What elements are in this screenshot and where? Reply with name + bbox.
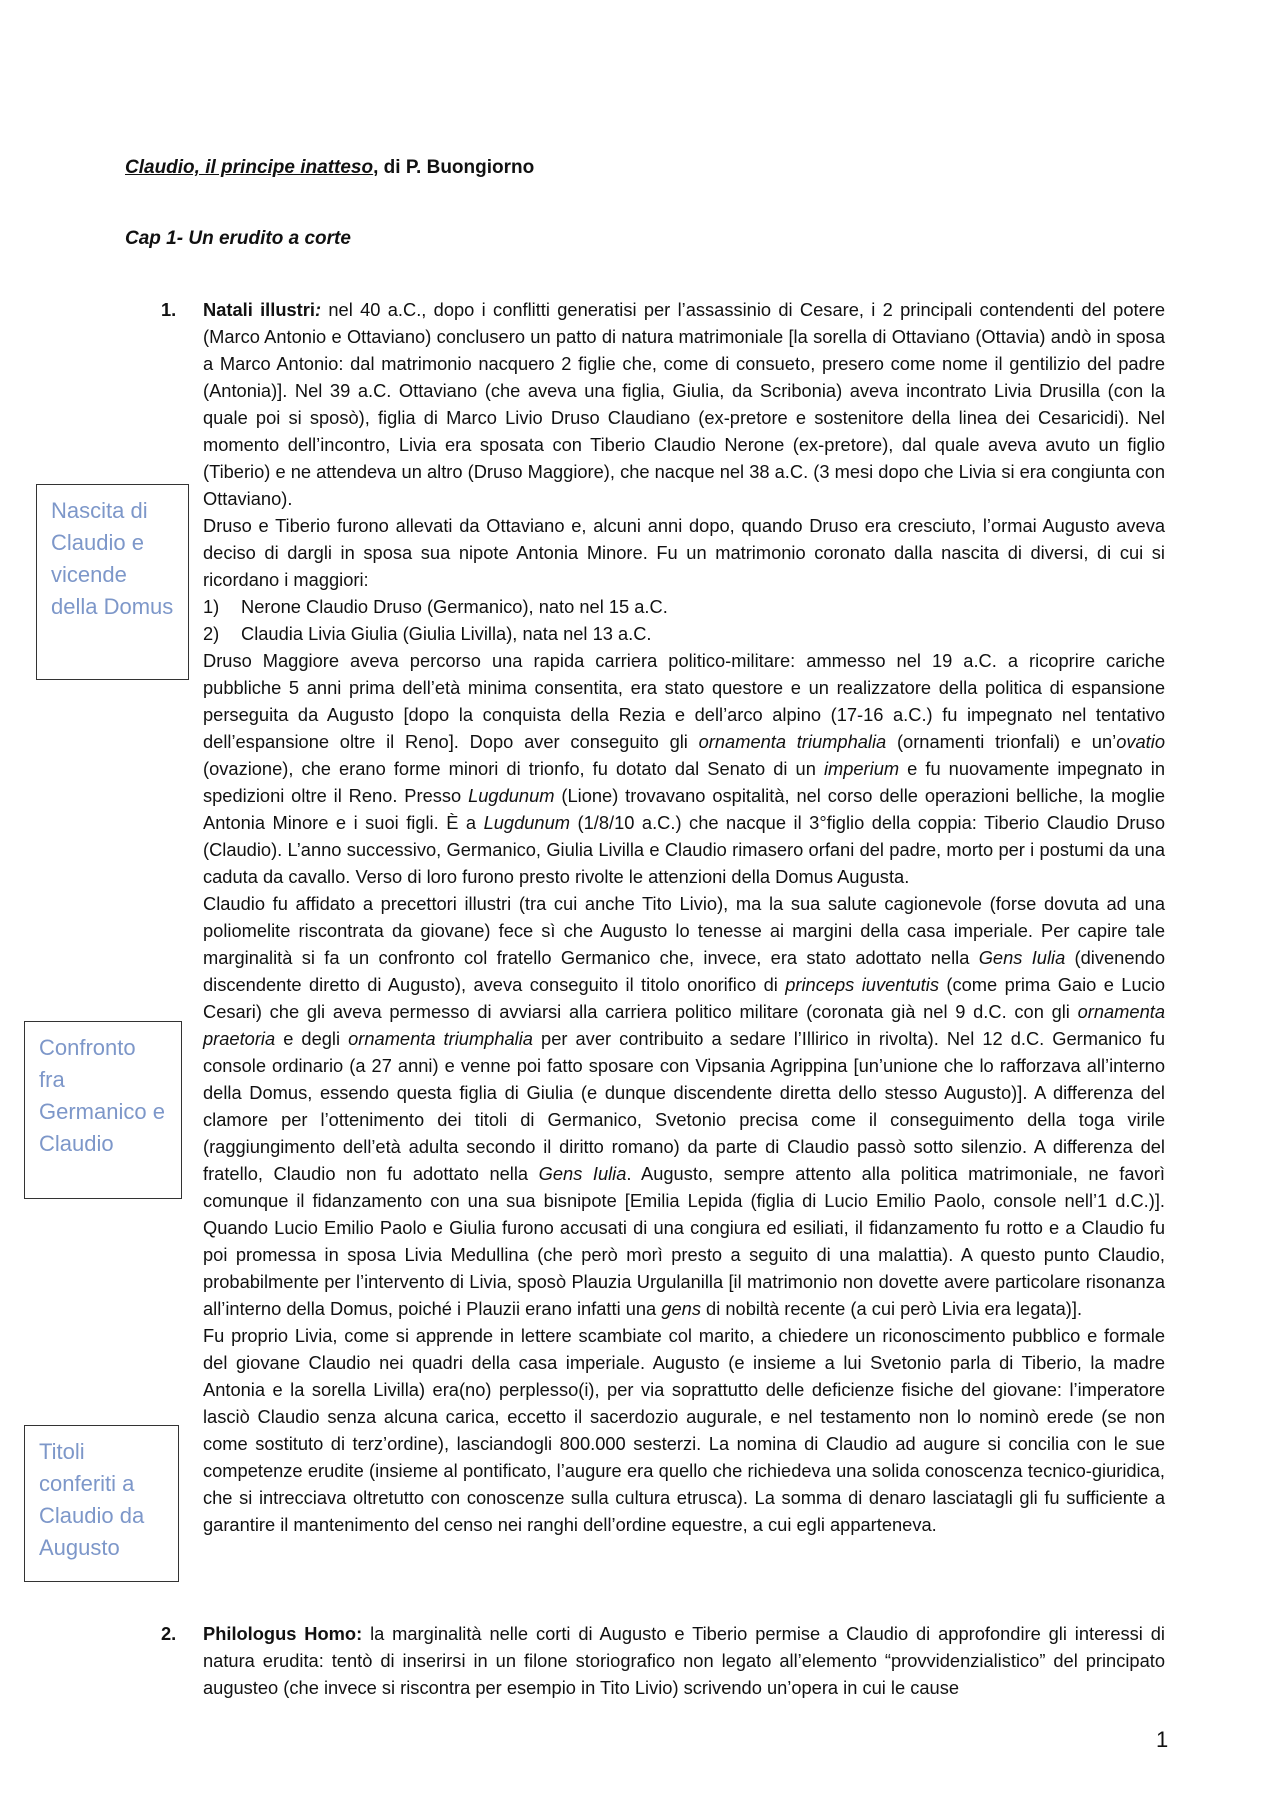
section-heading: Natali illustri xyxy=(203,299,315,320)
section-2-paragraph-1: Philologus Homo: la marginalità nelle corti di Augusto e Tiberio permise a Claudio di approfondire gli interessi di natura erudita: tentò di inserirsi in un filone storiografico non legato all’elemento “provvidenzialistico” del principato augusteo (che invece si riscontra per esempio in Tito Livio) scrivendo un’opera in cui le cause xyxy=(203,1623,1165,1698)
section-1 xyxy=(161,296,1166,1538)
document-title xyxy=(125,157,534,179)
chapter-heading: Cap 1- Un erudito a corte xyxy=(125,228,351,249)
margin-note-comparison: Confronto fra Germanico e Claudio xyxy=(24,1021,182,1199)
list-item: 2) Claudia Livia Giulia (Giulia Livilla), nata nel 13 a.C. xyxy=(203,623,652,644)
list-item: 1) Nerone Claudio Druso (Germanico), nato nel 15 a.C. xyxy=(203,596,668,617)
section-1-paragraph-4: Claudio fu affidato a precettori illustri (tra cui anche Tito Livio), ma la sua salute cagionevole (forse dovuta ad una poliomelite riscontrata da giovane) fece sì che Augusto lo tenesse ai margini della casa imperiale. Per capire tale marginalità si fa un confronto col fratello Germanico che, invece, era stato adottato nella Gens Iulia (divenendo discendente diretto di Augusto), aveva conseguito il titolo onorifico di princeps iuventutis (come prima Gaio e Lucio Cesari) che gli aveva permesso di avviarsi alla carriera politico militare (coronata già nel 9 d.C. con gli ornamenta praetoria e degli ornamenta triumphalia per aver contribuito a sedare l’Illirico in rivolta). Nel 12 d.C. Germanico fu console ordinario (a 27 anni) e venne poi fatto sposare con Vipsania Agrippina [un’unione che lo rafforzava all’interno della Domus, essendo questa figlia di Giulia (e dunque discendente diretta dello stesso Augusto)]. A differenza del clamore per l’ottenimento dei titoli di Germanico, Svetonio precisa come il conseguimento della toga virile (raggiungimento dell’età adulta secondo il diritto romano) da parte di Claudio passò sotto silenzio. A differenza del fratello, Claudio non fu adottato nella Gens Iulia. Augusto, sempre attento alla politica matrimoniale, ne favorì comunque il fidanzamento con una sua bisnipote [Emilia Lepida (figlia di Lucio Emilio Paolo, console nell’1 d.C.)]. Quando Lucio Emilio Paolo e Giulia furono accusati di una congiura ed esiliati, il fidanzamento fu rotto e a Claudio fu poi promessa in sposa Livia Medullina (che però morì presto a seguito di una malattia). A questo punto Claudio, probabilmente per l’intervento di Livia, sposò Plauzia Urgulanilla [il matrimonio non dovette avere particolare risonanza all’interno della Domus, poiché i Plauzii erano infatti una gens di nobiltà recente (a cui però Livia era legata)]. xyxy=(203,893,1166,1319)
section-number: 2. xyxy=(161,1623,177,1644)
section-1-paragraph-1: Natali illustri: nel 40 a.C., dopo i conflitti generatisi per l’assassinio di Cesare, i 2 principali contendenti del potere (Marco Antonio e Ottaviano) conclusero un patto di natura matrimoniale [la sorella di Ottaviano (Ottavia) andò in sposa a Marco Antonio: dal matrimonio nacquero 2 figlie che, come di consueto, presero come nome il gentilizio del padre (Antonia)]. Nel 39 a.C. Ottaviano (che aveva una figlia, Giulia, da Scribonia) aveva incontrato Livia Drusilla (con la quale poi si sposò), figlia di Marco Livio Druso Claudiano (ex-pretore e sostenitore della linea dei Cesaricidi). Nel momento dell’incontro, Livia era sposata con Tiberio Claudio Nerone (ex-pretore), dal quale aveva avuto un figlio (Tiberio) e ne attendeva un altro (Druso Maggiore), che nacque nel 38 a.C. (3 mesi dopo che Livia si era congiunta con Ottaviano). xyxy=(203,299,1165,509)
section-number: 1. xyxy=(161,299,177,320)
section-1-paragraph-2: Druso e Tiberio furono allevati da Ottaviano e, alcuni anni dopo, quando Druso era cresciuto, l’ormai Augusto aveva deciso di dargli in sposa sua nipote Antonia Minore. Fu un matrimonio coronato dalla nascita di diversi, di cui si ricordano i maggiori: xyxy=(203,515,1165,590)
book-title: Claudio, il principe inatteso xyxy=(125,157,374,178)
section-heading: Philologus Homo: xyxy=(203,1623,363,1644)
margin-note-birth: Nascita di Claudio e vicende della Domus xyxy=(36,484,189,680)
section-2 xyxy=(161,1620,1165,1701)
section-1-paragraph-3: Druso Maggiore aveva percorso una rapida carriera politico-militare: ammesso nel 19 a.C. a ricoprire cariche pubbliche 5 anni prima dell’età minima consentita, era stato questore e un realizzatore della politica di espansione perseguita da Augusto [dopo la conquista della Rezia e dell’arco alpino (17-16 a.C.) fu impegnato nel tentativo dell’espansione oltre il Reno]. Dopo aver conseguito gli ornamenta triumphalia (ornamenti trionfali) e un’ovatio (ovazione), che erano forme minori di trionfo, fu dotato dal Senato di un imperium e fu nuovamente impegnato in spedizioni oltre il Reno. Presso Lugdunum (Lione) trovavano ospitalità, nel corso delle operazioni belliche, la moglie Antonia Minore e i suoi figli. È a Lugdunum (1/8/10 a.C.) che nacque il 3°figlio della coppia: Tiberio Claudio Druso (Claudio). L’anno successivo, Germanico, Giulia Livilla e Claudio rimasero orfani del padre, morto per i postumi da una caduta da cavallo. Verso di loro furono presto rivolte le attenzioni della Domus Augusta. xyxy=(203,650,1165,887)
margin-note-titles: Titoli conferiti a Claudio da Augusto xyxy=(24,1425,179,1582)
book-author: , di P. Buongiorno xyxy=(373,157,535,178)
page-number: 1 xyxy=(1156,1727,1169,1752)
section-1-paragraph-5: Fu proprio Livia, come si apprende in lettere scambiate col marito, a chiedere un riconoscimento pubblico e formale del giovane Claudio nei quadri della casa imperiale. Augusto (e insieme a lui Svetonio parla di Tiberio, la madre Antonia e la sorella Livilla) era(no) perplesso(i), per via soprattutto delle deficienze fisiche del giovane: l’imperatore lasciò Claudio senza alcuna carica, eccetto il sacerdozio augurale, e nel testamento non lo nominò erede (se non come sostituto di terz’ordine), lasciandogli 800.000 sesterzi. La nomina di Claudio ad augure si concilia con le sue competenze erudite (insieme al pontificato, l’augure era quello che richiedeva una solida conoscenza tecnico-giuridica, che si intrecciava oltretutto con conoscenze sulla cultura etrusca). La somma di denaro lasciatagli gli fu sufficiente a garantire il mantenimento del censo nei ranghi dell’ordine equestre, a cui egli apparteneva. xyxy=(203,1325,1165,1535)
